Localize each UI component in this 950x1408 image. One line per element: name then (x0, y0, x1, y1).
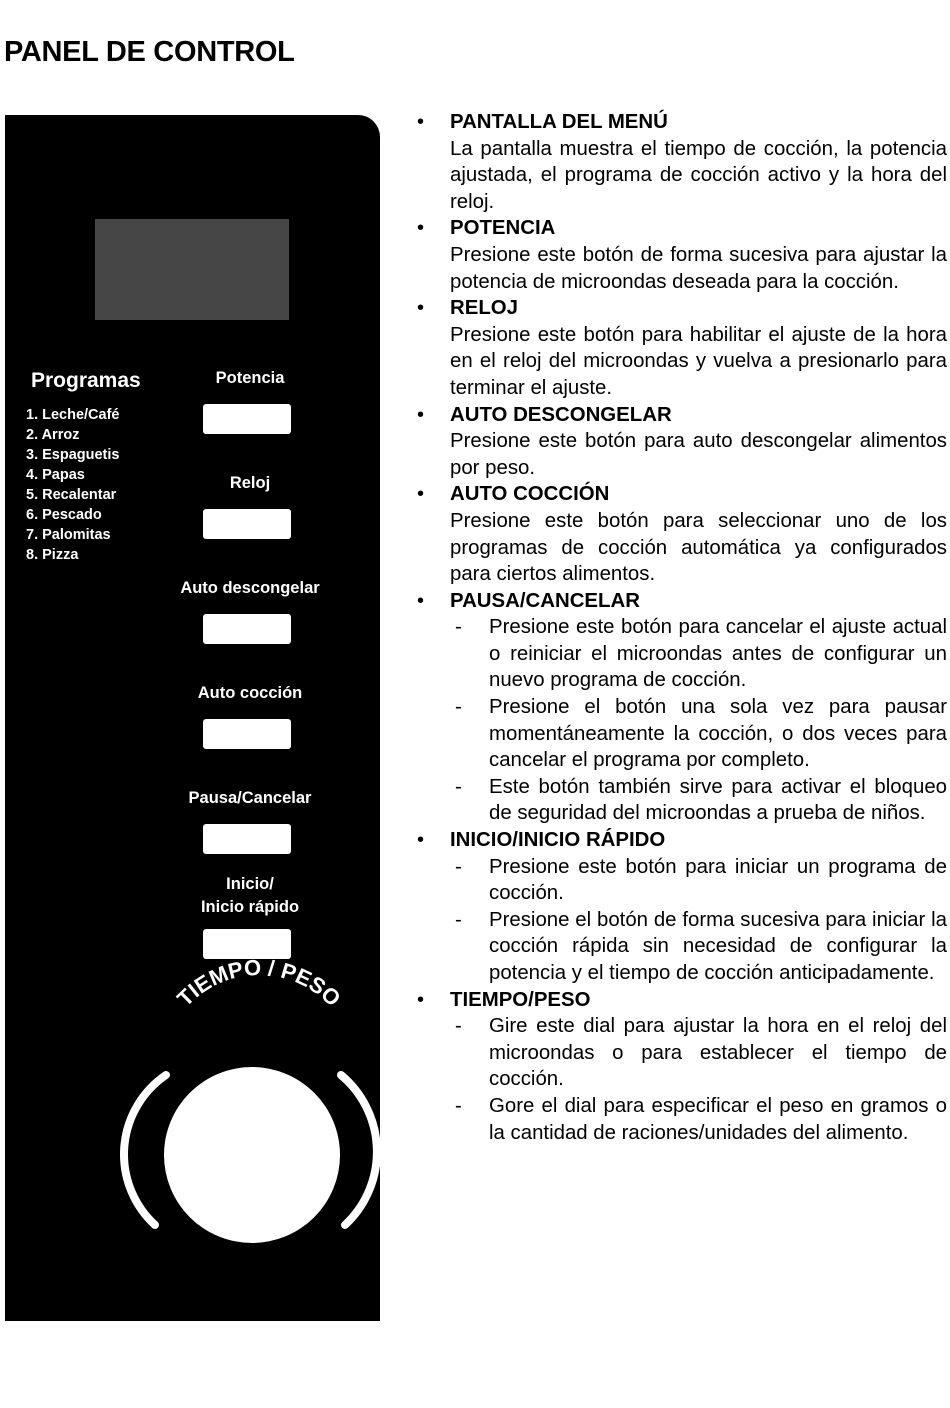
item-title: • PANTALLA DEL MENÚ (450, 111, 668, 133)
dial-left-arc (124, 1075, 166, 1225)
item-title: • TIEMPO/PESO (450, 988, 591, 1011)
list-item (450, 987, 947, 1147)
program-item: 5. Recalentar (26, 487, 117, 503)
dial-label: TIEMPO / PESO (172, 954, 346, 1012)
list-item (450, 109, 947, 215)
sub-item: - Presione este botón para cancelar el ajuste actual o reiniciar el microondas antes de configurar un nuevo programa de cocción. (450, 614, 947, 694)
dial-right-arc (341, 1075, 377, 1225)
item-title: • PAUSA/CANCELAR (450, 589, 640, 612)
sub-item: - Presione el botón una sola vez para pausar momentáneamente la cocción, o dos veces para cancelar el programa por completo. (450, 694, 947, 774)
clock-button-label: Reloj (229, 474, 271, 492)
program-item: 7. Palomitas (26, 527, 111, 543)
list-item (450, 588, 947, 827)
item-title: • AUTO DESCONGELAR (450, 403, 672, 426)
programs-title: Programas (31, 369, 141, 392)
list-item (450, 295, 947, 401)
sub-item: - Este botón también sirve para activar el bloqueo de seguridad del microondas a prueba de niños. (450, 774, 947, 827)
sub-item: - Presione este botón para iniciar un programa de cocción. (450, 854, 947, 907)
pause-cancel-button-label: Pausa/Cancelar (188, 789, 312, 807)
list-item (450, 402, 947, 482)
auto-defrost-button-label: Auto descongelar (180, 579, 320, 597)
sub-item: - Gore el dial para especificar el peso en gramos o la cantidad de raciones/unidades del alimento. (450, 1093, 947, 1146)
item-title: • AUTO COCCIÓN (450, 483, 610, 506)
program-item: 8. Pizza (26, 547, 79, 563)
power-button-label: Potencia (215, 369, 285, 387)
auto-cook-button-label: Auto cocción (197, 684, 303, 702)
time-weight-dial[interactable] (164, 1067, 340, 1243)
item-text: Presione este botón para auto descongelar alimentos por peso. (450, 430, 947, 479)
start-button-label-line1: Inicio/ (226, 875, 274, 893)
item-title: • POTENCIA (450, 217, 556, 240)
list-item (450, 481, 947, 587)
item-title: • INICIO/INICIO RÁPIDO (450, 829, 666, 852)
description-list (450, 109, 947, 1146)
time-weight-dial-area (5, 115, 380, 1321)
program-item: 4. Papas (26, 467, 85, 483)
item-text: Presione este botón de forma sucesiva para ajustar la potencia de microondas deseada para la cocción. (450, 243, 947, 293)
page-title: PANEL DE CONTROL (4, 36, 295, 68)
item-title: • RELOJ (450, 297, 518, 320)
item-text: Presione este botón para habilitar el ajuste de la hora en el reloj del microondas y vuelva a presionarlo para terminar el ajuste. (450, 323, 947, 399)
list-item (450, 215, 947, 295)
program-item: 1. Leche/Café (26, 407, 120, 423)
program-item: 3. Espaguetis (26, 447, 120, 463)
start-button-label-line2: Inicio rápido (200, 898, 300, 916)
item-text: Presione este botón para seleccionar uno de los programas de cocción automática ya configurados para ciertos alimentos. (450, 509, 947, 586)
sub-item: - Presione el botón de forma sucesiva para iniciar la cocción rápida sin necesidad de configurar la potencia y el tiempo de cocción anticipadamente. (450, 907, 947, 987)
sub-item: - Gire este dial para ajustar la hora en el reloj del microondas o para establecer el tiempo de cocción. (450, 1013, 947, 1093)
list-item (450, 827, 947, 987)
program-item: 6. Pescado (26, 507, 102, 523)
program-item: 2. Arroz (26, 427, 80, 443)
item-text: La pantalla muestra el tiempo de cocción, la potencia ajustada, el programa de cocción activo y la hora del reloj. (450, 137, 947, 213)
control-panel (5, 115, 380, 1321)
